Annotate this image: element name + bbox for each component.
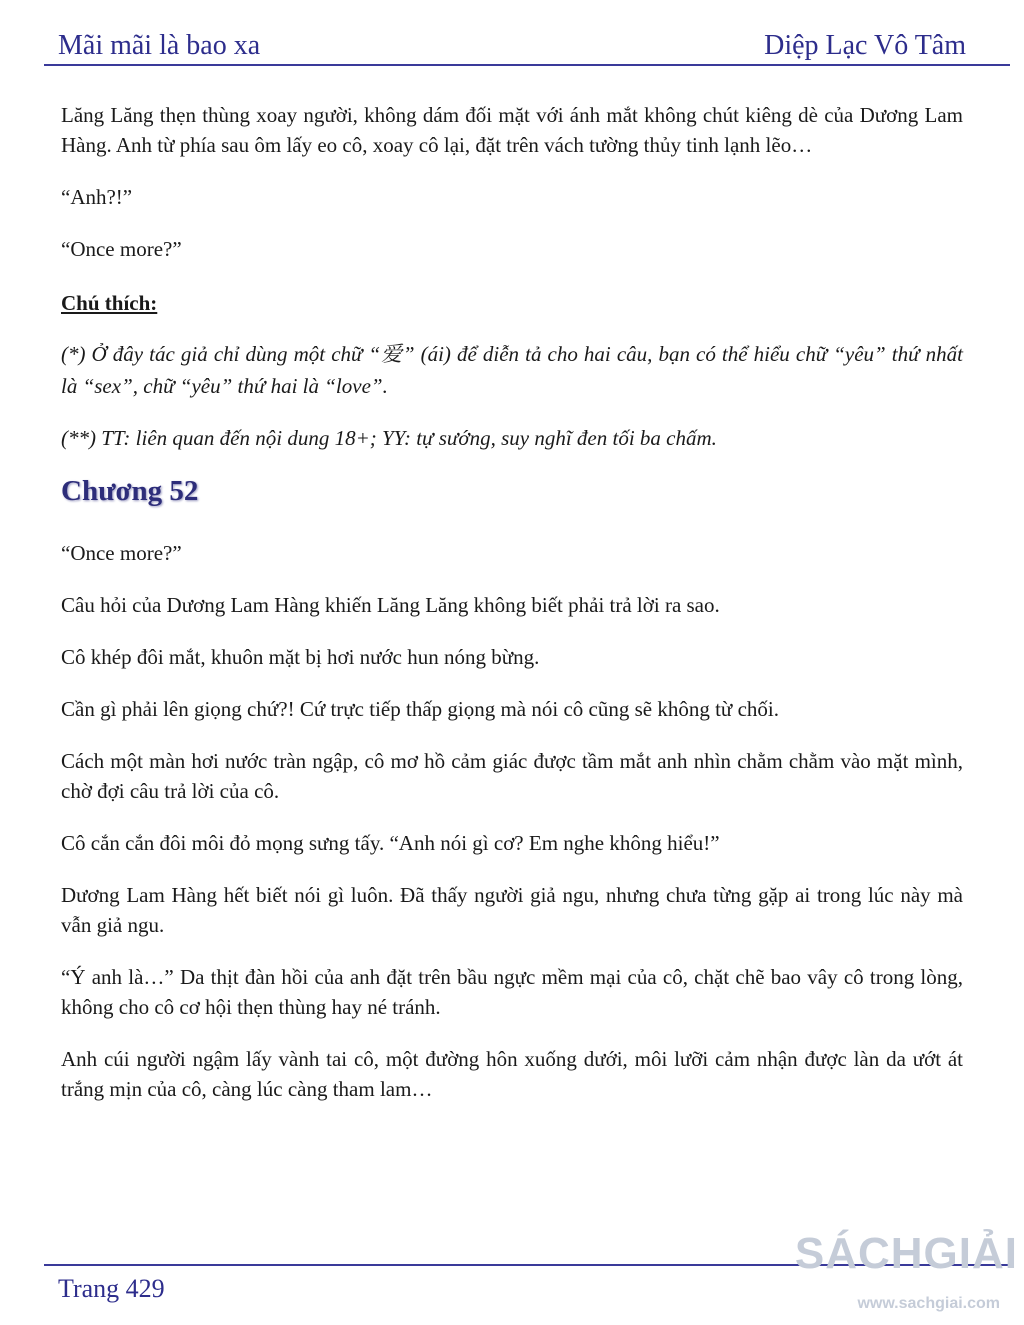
paragraph: Dương Lam Hàng hết biết nói gì luôn. Đã thấy người giả ngu, nhưng chưa từng gặp ai trong lúc này mà vẫn giả ngu. <box>61 883 963 937</box>
page-number: Trang 429 <box>58 1274 165 1303</box>
paragraph: Cần gì phải lên giọng chứ?! Cứ trực tiếp thấp giọng mà nói cô cũng sẽ không từ chối. <box>61 697 779 721</box>
book-title: Mãi mãi là bao xa <box>58 30 261 61</box>
paragraph: Câu hỏi của Dương Lam Hàng khiến Lăng Lăng không biết phải trả lời ra sao. <box>61 593 720 617</box>
footnote: (**) TT: liên quan đến nội dung 18+; YY: tự sướng, suy nghĩ đen tối ba chấm. <box>61 426 717 450</box>
watermark-url: www.sachgiai.com <box>857 1295 1000 1312</box>
paragraph: “Once more?” <box>61 541 182 565</box>
paragraph: Cô cắn cắn đôi môi đỏ mọng sưng tấy. “Anh nói gì cơ? Em nghe không hiểu!” <box>61 831 720 855</box>
paragraph: “Once more?” <box>61 237 182 261</box>
paragraph: Lăng Lăng thẹn thùng xoay người, không dám đối mặt với ánh mắt không chút kiêng dè của Dương Lam Hàng. Anh từ phía sau ôm lấy eo cô, xoay cô lại, đặt trên vách tường thủy tinh lạnh lẽo… <box>61 103 963 157</box>
paragraph: Cô khép đôi mắt, khuôn mặt bị hơi nước hun nóng bừng. <box>61 645 540 669</box>
watermark-logo: SÁCHGIẢI <box>794 1229 1018 1278</box>
paragraph: “Anh?!” <box>61 185 133 209</box>
chapter-heading: Chương 52 <box>61 475 199 507</box>
paragraph: Anh cúi người ngậm lấy vành tai cô, một đường hôn xuống dưới, môi lưỡi cảm nhận được làn da ướt át trắng mịn của cô, càng lúc càng tham lam… <box>61 1047 963 1101</box>
author-name: Diệp Lạc Vô Tâm <box>764 30 966 61</box>
paragraph: Cách một màn hơi nước tràn ngập, cô mơ hồ cảm giác được tầm mắt anh nhìn chằm chằm vào mặt mình, chờ đợi câu trả lời của cô. <box>61 749 963 803</box>
note-title: Chú thích: <box>61 291 158 315</box>
page-header <box>58 22 966 62</box>
header-divider <box>44 64 1010 66</box>
watermark <box>794 1223 1018 1319</box>
page-content <box>61 100 963 1126</box>
footnote: (*) Ở đây tác giả chỉ dùng một chữ “爱” (ái) để diễn tả cho hai câu, bạn có thể hiểu chữ “yêu” thứ nhất là “sex”, chữ “yêu” thứ hai là “love”. <box>61 342 963 398</box>
paragraph: “Ý anh là…” Da thịt đàn hồi của anh đặt trên bầu ngực mềm mại của cô, chặt chẽ bao vây cô trong lòng, không cho cô cơ hội thẹn thùng hay né tránh. <box>61 965 963 1019</box>
